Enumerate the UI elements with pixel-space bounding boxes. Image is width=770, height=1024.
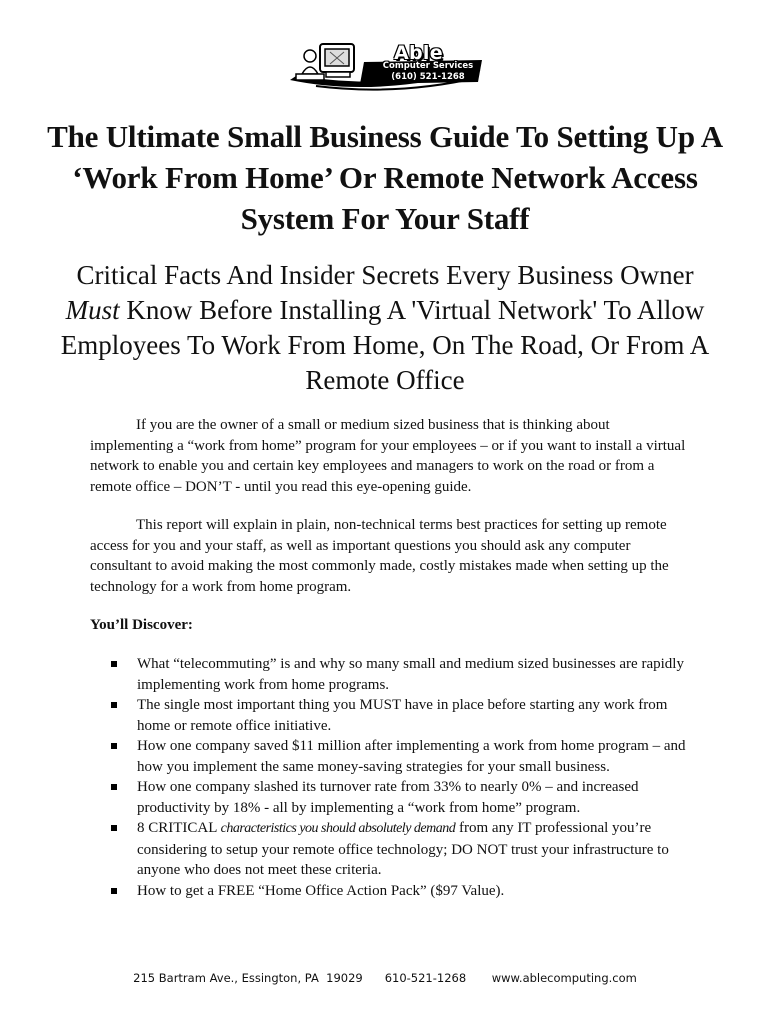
logo-brand: Able <box>394 42 443 64</box>
company-logo <box>286 40 486 92</box>
subtitle-part2: Know Before Installing A 'Virtual Network' To Allow Employees To Work From Home, On The Road, Or From A Remote Office <box>60 295 710 395</box>
logo-phone: (610) 521-1268 <box>391 72 465 82</box>
list-item <box>108 881 698 902</box>
subtitle-emphasis: Must <box>65 295 120 325</box>
footer-address: 215 Bartram Ave., Essington, PA 19029 <box>133 971 363 985</box>
list-item <box>108 777 698 818</box>
list-item-text: What “telecommuting” is and why so many small and medium sized businesses are rapidly implementing work from home programs. <box>137 656 684 693</box>
discover-list <box>108 654 698 901</box>
list-item <box>108 736 698 777</box>
logo-line1: Computer Services <box>382 61 474 71</box>
page-subtitle <box>30 258 740 398</box>
bullet-icon <box>111 661 117 667</box>
footer-website-link[interactable]: www.ablecomputing.com <box>491 971 637 985</box>
bullet-icon <box>111 743 117 749</box>
report-paragraph: This report will explain in plain, non-technical terms best practices for setting up remote access for you and your staff, as well as important questions you should ask any computer consultant to avoid making the most commonly made, costly mistakes made when setting up the technology for a work from home program. <box>90 517 669 595</box>
list-item <box>108 654 698 695</box>
list-item-text: How to get a FREE “Home Office Action Pack” ($97 Value). <box>137 882 505 899</box>
intro-paragraph: If you are the owner of a small or medium sized business that is thinking about implementing a “work from home” program for your employees – or if you want to install a virtual network to enable you and certain key employees and managers to work on the road or from a remote office – DON’T - until you read this eye-opening guide. <box>90 417 686 495</box>
list-item-post: from any IT professional you’re considering to setup your remote office technology; DO NOT trust your infrastructure to anyone who does not meet these criteria. <box>137 820 669 878</box>
list-item-pre: 8 CRITICAL <box>137 820 221 836</box>
bullet-icon <box>111 784 117 790</box>
list-item <box>108 695 698 736</box>
bullet-icon <box>111 888 117 894</box>
list-item-text: The single most important thing you MUST have in place before starting any work from home or remote office initiative. <box>137 697 668 734</box>
discover-heading: You’ll Discover: <box>90 617 193 633</box>
list-item-emphasis: characteristics you should absolutely demand <box>220 821 456 836</box>
list-item-text: How one company slashed its turnover rate from 33% to nearly 0% – and increased productivity by 18% - all by implementing a “work from home” program. <box>137 779 639 816</box>
list-item-text: How one company saved $11 million after implementing a work from home program – and how you implement the same money-saving strategies for your small business. <box>137 738 686 775</box>
logo-tagline <box>370 61 486 83</box>
bullet-icon <box>111 825 117 831</box>
page-footer <box>0 971 770 985</box>
page-title: The Ultimate Small Business Guide To Setting Up A ‘Work From Home’ Or Remote Network Access System For Your Staff <box>47 119 723 236</box>
list-item <box>108 818 698 881</box>
subtitle-part1: Critical Facts And Insider Secrets Every Business Owner <box>76 260 694 290</box>
bullet-icon <box>111 702 117 708</box>
footer-phone: 610-521-1268 <box>384 971 467 985</box>
